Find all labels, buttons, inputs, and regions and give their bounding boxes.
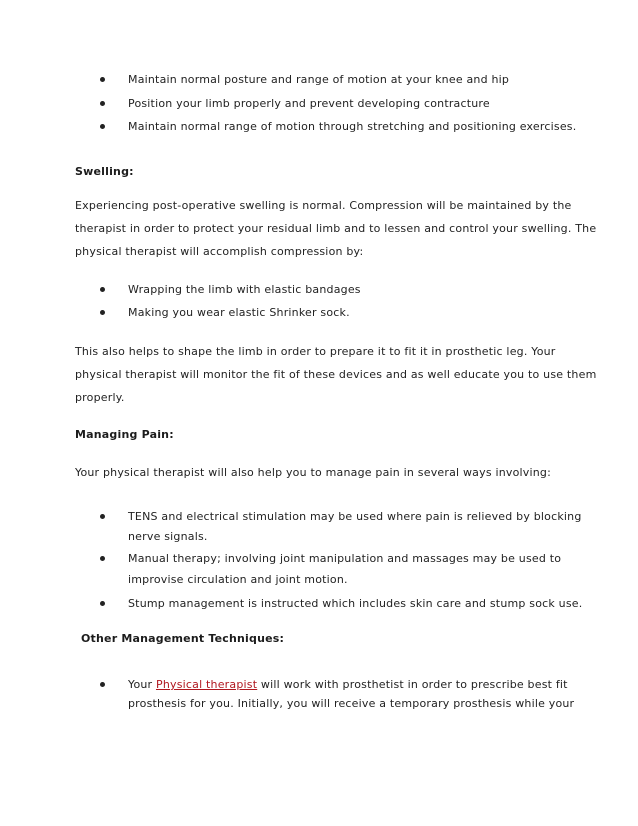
bullet-dot — [100, 310, 105, 315]
bullet-text: Making you wear elastic Shrinker sock. — [128, 306, 350, 319]
bullet-text-prefix: Your — [128, 678, 156, 691]
bullet-text-rest: will work with prosthetist in order to prescribe best fit — [257, 678, 568, 691]
bullet-text: Maintain normal posture and range of motion at your knee and hip — [128, 73, 510, 86]
bullet-dot — [100, 77, 105, 82]
bullet-text: TENS and electrical stimulation may be used where pain is relieved by blocking — [128, 510, 582, 523]
pain-heading: Managing Pain: — [75, 428, 174, 441]
bullet-dot — [100, 601, 105, 606]
physical-therapist-link[interactable]: Physical therapist — [155, 678, 258, 691]
swelling-paragraph-line: physical therapist will accomplish compression by: — [75, 245, 364, 258]
swelling-paragraph-line: therapist in order to protect your residual limb and to lessen and control your swelling. The — [75, 222, 597, 235]
bullet-dot — [100, 287, 105, 292]
bullet-dot — [100, 101, 105, 106]
bullet-text: Maintain normal range of motion through stretching and positioning exercises. — [128, 120, 577, 133]
swelling-paragraph2-line: physical therapist will monitor the fit of these devices and as well educate you to use them — [75, 368, 597, 381]
other-heading: Other Management Techniques: — [81, 632, 285, 645]
bullet-text: Wrapping the limb with elastic bandages — [128, 283, 361, 296]
bullet-dot — [100, 514, 105, 519]
bullet-dot — [100, 682, 105, 687]
bullet-dot — [100, 124, 105, 129]
bullet-text-continuation: improvise circulation and joint motion. — [128, 573, 348, 586]
bullet-text-continuation: nerve signals. — [128, 530, 208, 543]
bullet-text: Manual therapy; involving joint manipulation and massages may be used to — [128, 552, 562, 565]
swelling-paragraph2-line: properly. — [75, 391, 125, 404]
swelling-heading: Swelling: — [75, 165, 134, 178]
bullet-text: Position your limb properly and prevent developing contracture — [128, 97, 490, 110]
bullet-text — [128, 678, 568, 692]
bullet-dot — [100, 556, 105, 561]
bullet-text: Stump management is instructed which includes skin care and stump sock use. — [128, 597, 583, 610]
swelling-paragraph-line: Experiencing post-operative swelling is normal. Compression will be maintained by the — [75, 199, 572, 212]
swelling-paragraph2-line: This also helps to shape the limb in order to prepare it to fit it in prosthetic leg. Your — [75, 345, 556, 358]
pain-intro: Your physical therapist will also help you to manage pain in several ways involving: — [75, 466, 552, 479]
bullet-text-continuation: prosthesis for you. Initially, you will receive a temporary prosthesis while your — [128, 697, 575, 710]
